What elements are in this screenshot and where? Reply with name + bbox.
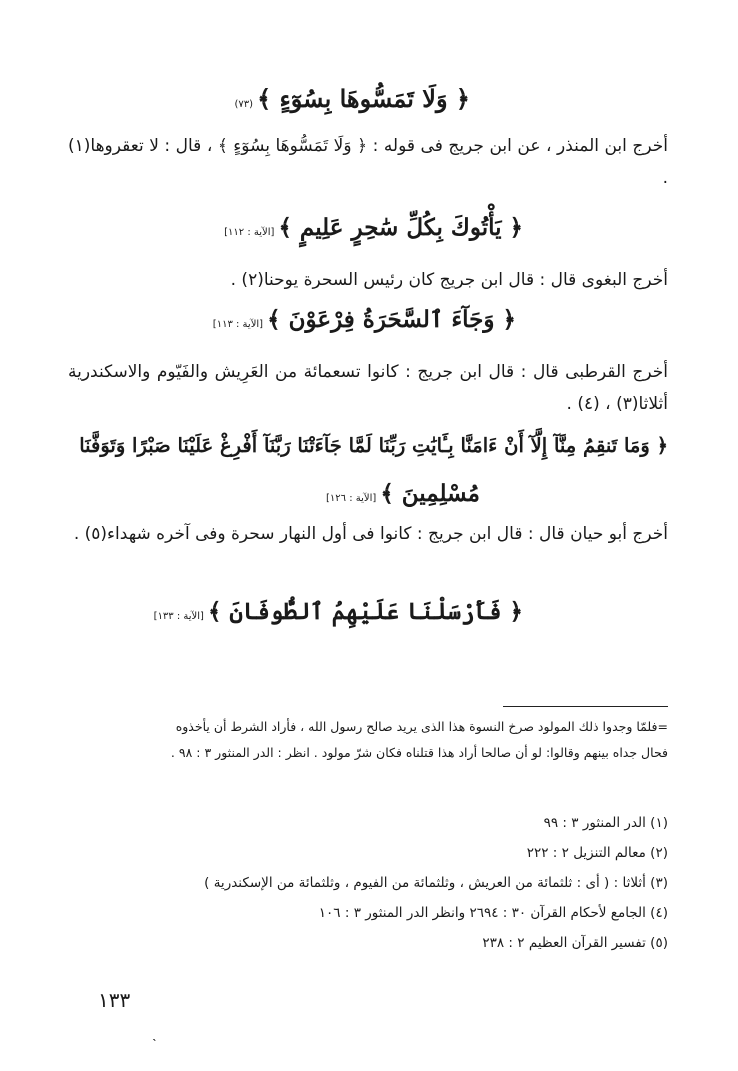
footnote-2: (٢) معالم التنزيل ٢ : ٢٢٢ — [526, 845, 668, 861]
quran-verse-112 — [224, 214, 523, 241]
quran-verse-126-line1 — [79, 434, 668, 457]
paragraph-text: أخرج أبو حيان قال : قال ابن جريج : كانوا فى أول النهار سحرة وفى آخره شهداء(٥) . — [73, 524, 668, 544]
quran-verse-113 — [213, 306, 516, 333]
verse-text: ﴿ فَأَرْسَلْنَا عَلَيْهِمُ ٱلطُّوفَانَ ﴾ — [207, 598, 523, 625]
verse-reference: (٧٣) — [234, 99, 254, 110]
page-number: ١٣٣ — [98, 988, 131, 1012]
verse-text: ﴿ يَأْتُوكَ بِكُلِّ سَٰحِرٍ عَلِيمٍ ﴾ — [278, 214, 523, 241]
quran-verse-133 — [154, 598, 523, 625]
verse-reference: [الآية : ١١٣] — [212, 319, 264, 330]
quran-verse-73 — [235, 84, 471, 113]
verse-text: ﴿ وَجَآءَ ٱلسَّحَرَةُ فِرْعَوْنَ ﴾ — [267, 306, 516, 333]
footnote-1: (١) الدر المنثور ٣ : ٩٩ — [543, 815, 668, 831]
continuation-line: فحال جداه بينهم وقالوا: لو أن صالحا أراد هذا قتلناه فكان شرّ مولود . انظر : الدر المنثور ٣ : ٩٨ . — [170, 745, 668, 760]
commentary-paragraph-1 — [68, 130, 668, 194]
paragraph-text: أخرج القرطبى قال : قال ابن جريج : كانوا تسعمائة من العَرِيش والفَيّوم والاسكندرية أثلاثا(٣) ، (٤) . — [68, 362, 668, 414]
verse-reference: [الآية : ١١٢] — [224, 227, 275, 238]
verse-reference: [الآية : ١٣٣] — [153, 611, 204, 622]
paragraph-text: أخرج ابن المنذر ، عن ابن جريج فى قوله : ﴿ وَلَا تَمَسُّوهَا بِسُوٓءٍ ﴾ ، قال : لا تعقروها(١) . — [68, 136, 668, 188]
quran-verse-126-line2 — [326, 480, 480, 507]
verse-reference: [الآية : ١٢٦] — [326, 493, 377, 504]
footnotes-list — [80, 808, 668, 958]
footnote-4: (٤) الجامع لأحكام القرآن ٣٠ : ٢٦٩٤ وانظر الدر المنثور ٣ : ١٠٦ — [318, 905, 668, 921]
footnote-3: (٣) أثلاثا : ( أى : ثلثمائة من العريش ، وثلثمائة من الفيوم ، وثلثمائة من الإسكندرية ) — [204, 875, 668, 891]
commentary-paragraph-2 — [68, 264, 668, 296]
footnote-divider — [503, 706, 668, 707]
stray-ink-mark: ˴ — [152, 1031, 157, 1047]
verse-text: ﴿ وَمَا تَنقِمُ مِنَّآ إِلَّآ أَنْ ءَامَنَّا بِـَٔايَٰتِ رَبِّنَا لَمَّا جَآءَتْنَا رَبَّنَآ أَفْرِغْ عَلَيْنَا صَبْرًا وَتَوَفَّنَا — [79, 434, 668, 457]
commentary-paragraph-4 — [68, 518, 668, 550]
commentary-paragraph-3 — [68, 356, 668, 420]
paragraph-text: أخرج البغوى قال : قال ابن جريج كان رئيس السحرة يوحنا(٢) . — [230, 270, 668, 290]
verse-text: ﴿ وَلَا تَمَسُّوهَا بِسُوٓءٍ ﴾ — [257, 84, 470, 113]
footnote-5: (٥) تفسير القرآن العظيم ٢ : ٢٣٨ — [482, 935, 668, 951]
verse-text: مُسْلِمِينَ ﴾ — [380, 480, 480, 507]
footnote-continuation — [68, 714, 668, 766]
continuation-line: =فلمّا وجدوا ذلك المولود صرخ النسوة هذا الذى يريد صالح رسول الله ، فأراد الشرط أن يأخذوه — [175, 719, 668, 734]
